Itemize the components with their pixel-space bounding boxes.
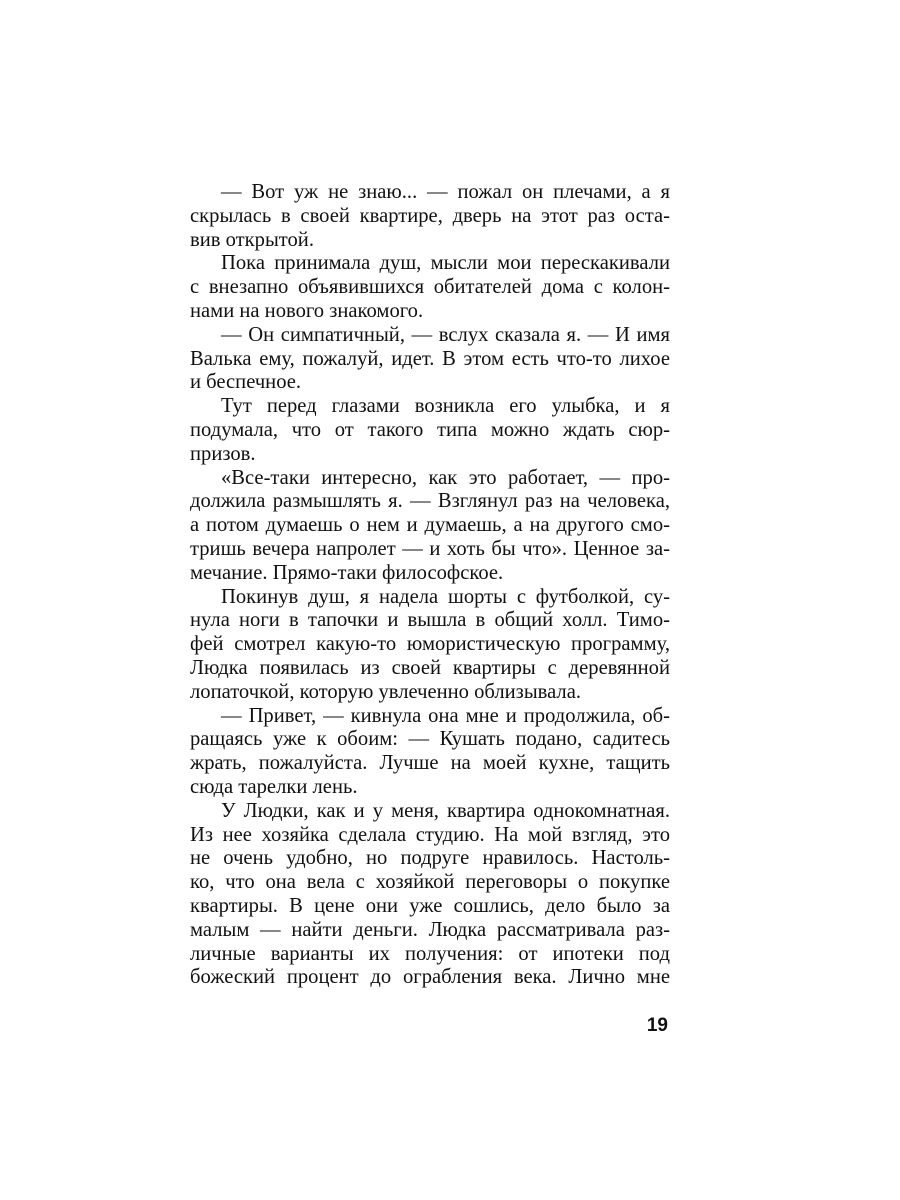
- text-line: тришь вечера напролет — и хоть бы что». Ценное за-: [190, 537, 670, 560]
- text-line: божеский процент до ограбления века. Лично мне: [190, 966, 670, 989]
- text-line: «Все-таки интересно, как это работает, — про-: [221, 466, 670, 489]
- text-line: подумала, что от такого типа можно ждать сюр-: [190, 418, 670, 441]
- text-line: личные варианты их получения: от ипотеки под: [190, 942, 670, 965]
- text-line: Из нее хозяйка сделала студию. На мой взгляд, это: [190, 823, 670, 846]
- text-line: нами на нового знакомого.: [190, 299, 424, 322]
- text-line: Покинув душ, я надела шорты с футболкой, су-: [221, 585, 670, 608]
- text-line: а потом думаешь о нем и думаешь, а на другого смо-: [190, 514, 670, 537]
- text-line: мечание. Прямо-таки философское.: [190, 561, 504, 584]
- text-line: — Вот уж не знаю... — пожал он плечами, а я: [221, 181, 670, 203]
- text-line: Людка появилась из своей квартиры с деревянной: [190, 656, 670, 679]
- text-line: малым — найти деньги. Людка рассматривала раз-: [190, 918, 670, 941]
- text-line: и беспечное.: [190, 371, 302, 394]
- text-line: ко, что она вела с хозяйкой переговоры о покупке: [190, 871, 670, 894]
- text-line: — Он симпатичный, — вслух сказала я. — И имя: [221, 323, 670, 346]
- text-line: скрылась в своей квартире, дверь на этот раз оста-: [190, 204, 670, 227]
- text-line: Валька ему, пожалуй, идет. В этом есть что-то лихое: [190, 347, 670, 370]
- text-line: призов.: [190, 442, 256, 465]
- text-line: с внезапно объявившихся обитателей дома с колон-: [190, 276, 670, 299]
- text-line: вив открытой.: [190, 228, 314, 251]
- text-line: нула ноги в тапочки и вышла в общий холл. Тимо-: [190, 609, 670, 632]
- text-line: фей смотрел какую-то юмористическую программу,: [190, 633, 670, 656]
- text-line: — Привет, — кивнула она мне и продолжила, об-: [221, 704, 670, 727]
- text-line: Пока принимала душ, мысли мои перескакивали: [221, 252, 670, 275]
- text-line: должила размышлять я. — Взглянул раз на человека,: [190, 490, 670, 513]
- text-line: У Людки, как и у меня, квартира однокомнатная.: [221, 799, 670, 822]
- text-line: не очень удобно, но подруге нравилось. Настоль-: [190, 847, 670, 870]
- text-line: ращаясь уже к обоим: — Кушать подано, садитесь: [190, 728, 670, 751]
- text-line: лопаточкой, которую увлеченно облизывала.: [190, 680, 581, 703]
- text-line: квартиры. В цене они уже сошлись, дело было за: [190, 894, 670, 917]
- text-line: Тут перед глазами возникла его улыбка, и я: [221, 395, 670, 418]
- text-line: сюда тарелки лень.: [190, 775, 358, 798]
- page-number: 19: [646, 1015, 668, 1036]
- text-line: жрать, пожалуйста. Лучше на моей кухне, тащить: [190, 752, 670, 775]
- body-text: [190, 181, 670, 990]
